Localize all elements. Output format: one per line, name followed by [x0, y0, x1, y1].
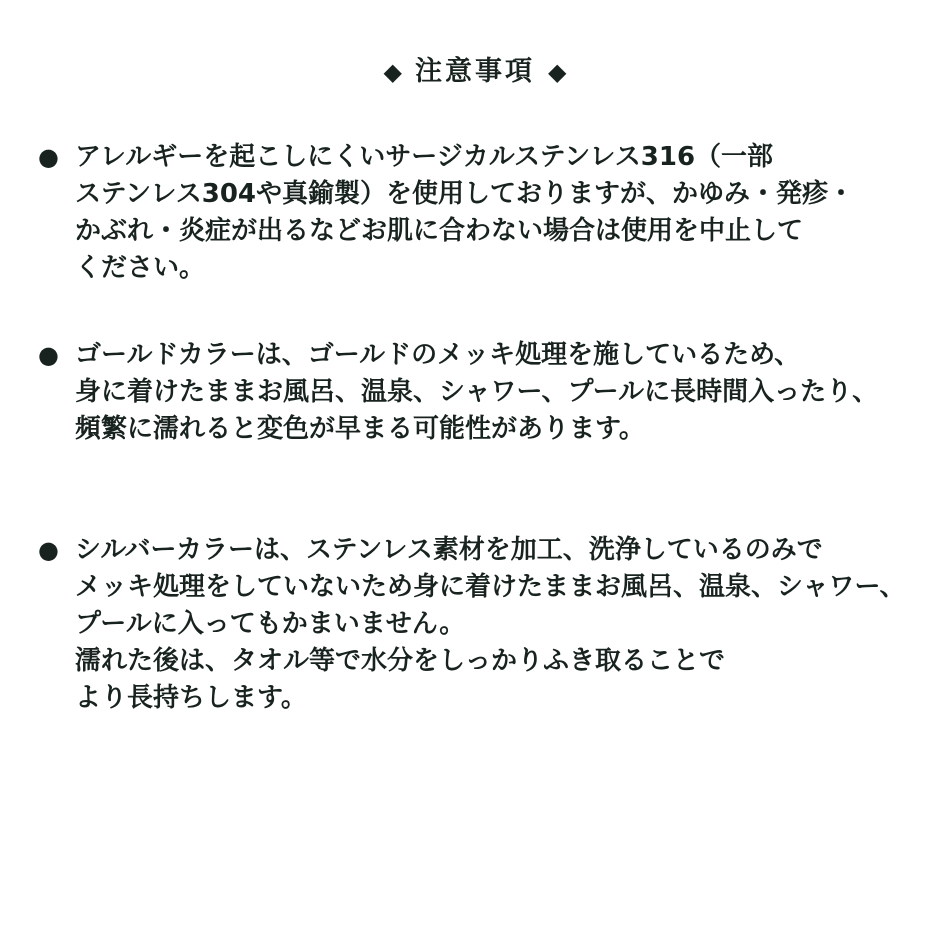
- note-line: メッキ処理をしていないため身に着けたままお風呂、温泉、シャワー、: [75, 572, 906, 602]
- note-line: より長持ちします。: [75, 683, 307, 713]
- note-text: [75, 532, 905, 717]
- note-line: ゴールドカラーは、ゴールドのメッキ処理を施しているため、: [75, 340, 801, 370]
- note-text: [75, 139, 854, 287]
- note-item-gold-color: [38, 337, 950, 448]
- page-title: [0, 56, 950, 88]
- note-line: アレルギーを起こしにくいサージカルステンレス316（一部: [75, 142, 774, 172]
- diamond-right-icon: ◆: [548, 58, 567, 86]
- page-title-text: 注意事項: [415, 56, 535, 87]
- diamond-left-icon: ◆: [383, 58, 402, 86]
- bullet-icon: ●: [38, 536, 59, 564]
- note-item-allergy: [38, 139, 950, 287]
- note-line: シルバーカラーは、ステンレス素材を加工、洗浄しているのみで: [75, 535, 823, 565]
- notes-list: [0, 139, 950, 717]
- bullet-icon: ●: [38, 143, 59, 171]
- note-line: 頻繁に濡れると変色が早まる可能性があります。: [75, 414, 645, 444]
- note-text: [75, 337, 878, 448]
- note-line: ステンレス304や真鍮製）を使用しておりますが、かゆみ・発疹・: [75, 179, 855, 209]
- note-line: ください。: [75, 253, 206, 283]
- note-line: かぶれ・炎症が出るなどお肌に合わない場合は使用を中止して: [75, 216, 804, 246]
- note-item-silver-color: [38, 532, 950, 717]
- note-line: プールに入ってもかまいません。: [75, 609, 466, 639]
- note-line: 身に着けたままお風呂、温泉、シャワー、プールに長時間入ったり、: [75, 377, 879, 407]
- bullet-icon: ●: [38, 341, 59, 369]
- note-line: 濡れた後は、タオル等で水分をしっかりふき取ることで: [75, 646, 726, 676]
